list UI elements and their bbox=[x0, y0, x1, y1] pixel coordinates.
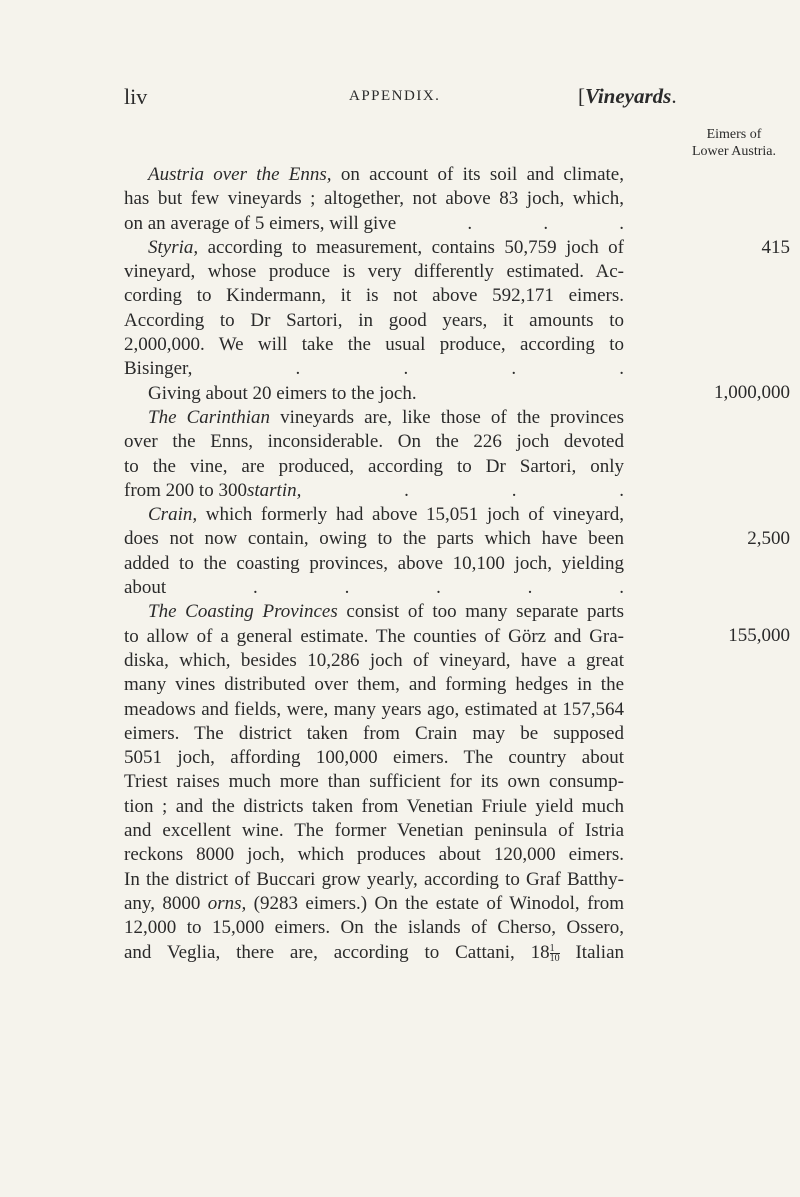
amount-styria: 1,000,000 bbox=[714, 382, 790, 403]
text-line: In the district of Buccari grow yearly, according to Graf Batthy- bbox=[124, 868, 624, 890]
column-heading-line-2: Lower Austria. bbox=[692, 144, 776, 159]
section-period: . bbox=[671, 84, 677, 108]
amount-carinthia: 2,500 bbox=[747, 528, 790, 549]
text-line: to the vine, are produced, according to Dr Sartori, only bbox=[124, 455, 624, 477]
text-line: any, 8000 orns, (9283 eimers.) On the estate of Winodol, from bbox=[124, 892, 624, 914]
text-line: does not now contain, owing to the parts which have been bbox=[124, 528, 624, 550]
amount-austria-over-enns: 415 bbox=[761, 237, 790, 258]
section-name: Vineyards bbox=[585, 84, 672, 108]
text-line: has but few vineyards ; altogether, not above 83 joch, which, bbox=[124, 188, 624, 210]
amount-crain: 155,000 bbox=[728, 625, 790, 646]
text-line: 5051 joch, affording 100,000 eimers. The country about bbox=[124, 747, 624, 769]
text-line: Crain, which formerly had above 15,051 joch of vineyard, bbox=[148, 504, 624, 526]
text-line: to allow of a general estimate. The counties of Görz and Gra- bbox=[124, 625, 624, 647]
text-line: many vines distributed over them, and forming hedges in the bbox=[124, 674, 624, 696]
body-text bbox=[124, 163, 624, 965]
text-line: added to the coasting provinces, above 10,100 joch, yielding bbox=[124, 552, 624, 574]
column-heading-line-1: Eimers of bbox=[706, 127, 762, 142]
text-line: 12,000 to 15,000 eimers. On the islands of Cherso, Ossero, bbox=[124, 917, 624, 939]
text-line: According to Dr Sartori, in good years, it amounts to bbox=[124, 309, 624, 331]
text-line: diska, which, besides 10,286 joch of vineyard, have a great bbox=[124, 649, 624, 671]
page-number: liv bbox=[124, 84, 148, 109]
text-line: Giving about 20 eimers to the joch. bbox=[148, 382, 417, 404]
text-line: about . . . . . bbox=[124, 577, 624, 599]
text-line: on an average of 5 eimers, will give . . . bbox=[124, 212, 624, 234]
text-line: from 200 to 300startin, . . . bbox=[124, 479, 624, 501]
text-line: and Veglia, there are, according to Cattani, 18 $\frac{1}{10}$ Italian bbox=[124, 941, 624, 964]
text-line: meadows and fields, were, many years ago, estimated at 157,564 bbox=[124, 698, 624, 720]
text-line: tion ; and the districts taken from Venetian Friule yield much bbox=[124, 795, 624, 817]
text-line: over the Enns, inconsiderable. On the 226 joch devoted bbox=[124, 431, 624, 453]
text-line: Bisinger, . . . . bbox=[124, 358, 624, 380]
text-line: eimers. The district taken from Crain may be supposed bbox=[124, 722, 624, 744]
text-line: The Carinthian vineyards are, like those of the provinces bbox=[148, 406, 625, 428]
running-title: APPENDIX. bbox=[349, 88, 441, 104]
column-heading bbox=[652, 126, 800, 160]
text-line: The Coasting Provinces consist of too many separate parts bbox=[148, 601, 624, 623]
running-section bbox=[578, 84, 677, 109]
section-bracket: [ bbox=[578, 84, 585, 108]
text-line: vineyard, whose produce is very differently estimated. Ac- bbox=[124, 261, 624, 283]
text-line: 2,000,000. We will take the usual produce, according to bbox=[124, 334, 624, 356]
text-line: Austria over the Enns, on account of its soil and climate, bbox=[148, 164, 624, 185]
text-line: reckons 8000 joch, which produces about 120,000 eimers. bbox=[124, 844, 624, 866]
text-line: Triest raises much more than sufficient for its own consump- bbox=[124, 771, 624, 793]
text-line: cording to Kindermann, it is not above 592,171 eimers. bbox=[124, 285, 624, 307]
text-line: Styria, according to measurement, contains 50,759 joch of bbox=[148, 236, 624, 258]
text-line: and excellent wine. The former Venetian peninsula of Istria bbox=[124, 820, 624, 842]
fraction: $\frac{1}{10}$ bbox=[549, 942, 560, 964]
